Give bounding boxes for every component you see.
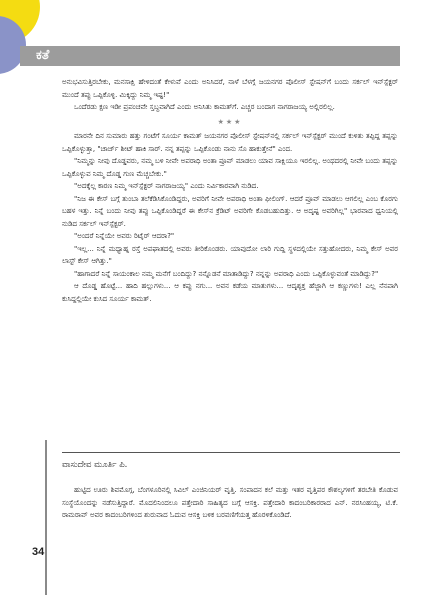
section-title: ಕತೆ <box>36 48 50 63</box>
author-divider <box>62 452 400 453</box>
story-body <box>62 76 398 305</box>
story-paragraph: "ಹಾಗಾದರೆ ನಿನ್ನೆ ಸಾಯಂಕಾಲ ನಮ್ಮ ಮನೆಗೆ ಬಂದಿದ್ದು? ನನ್ನೊಡನೆ ಮಾತಾಡಿದ್ದು? ನನ್ನನ್ನು ಅಪರಾಧಿ ಎಂದು ಒಪ್ಪಿಕೊಳ್ಳುವಂತೆ ಮಾಡಿದ್ದು?" <box>74 269 379 278</box>
story-paragraph: "ನಿಜ ಈ ಕೇಸ್ ಬಗ್ಗೆ ತುಂಬಾ ತಲೆಕೆಡಿಸಿಕೊಂಡಿದ್ದರು, ಅವರಿಗೆ ನೀವೇ ಅಪರಾಧಿ ಅಂತಾ ಫೀಲಿಂಗ್. ಆದರೆ ಪ್ರೂವ್ ಮಾಡಲು ಆಗಲಿಲ್ಲ ಎಂಬ ಕೊರಗು ಬಹಳ ಇತ್ತು. ನಿನ್ನೆ ಬಂದು ನೀವು ತಪ್ಪು ಒಪ್ಪಿಕೊಂಡಿದ್ದರೆ ಈ ಕೇಸ್‌ನ ಕ್ರೆಡಿಟ್ ಅವರಿಗೇ ಕೊಡಬಹುದಿತ್ತು. ಆ ಅದೃಷ್ಟ ಅವರಿಗಿಲ್ಲ" ಭಾರವಾದ ಧ್ವನಿಯಲ್ಲಿ ನುಡಿದ ಸರ್ಕಲ್ ಇನ್‌ಸ್ಪೆಕ್ಟರ್. <box>62 194 398 228</box>
story-paragraph: "ನಿಮ್ಮನ್ನು ನೀವು ದೊಡ್ಡವರು, ನಮ್ಮ ಬಳಿ ನೀವೇ ಅಪರಾಧಿ ಅಂತಾ ಪ್ರೂವ್ ಮಾಡಲು ಯಾವ ಸಾಕ್ಷಿಯೂ ಇರಲಿಲ್ಲ. ಅಂಥದರಲ್ಲಿ ನೀವೇ ಬಂದು ತಪ್ಪನ್ನು ಒಪ್ಪಿಕೊಳ್ಳುವ ನಿಮ್ಮ ದೊಡ್ಡ ಗುಣ ಮೆಚ್ಚಬೇಕು." <box>62 157 398 178</box>
story-paragraph: ಆ ದೊಡ್ಡ ಹೊಟ್ಟೆ... ಹಾದಿ ಹಲ್ಲುಗಳು... ಆ ಕಪ್ಪು ನಗು... ಅವನ ಕಡೆಯ ಮಾತುಗಳು... ಆದೃಶ್ಯಕ್ತ ಹೆಜ್ಜಾಗಿ ಆ ಕಣ್ಣುಗಳು! ಎಲ್ಲ ನೆನಪಾಗಿ ಕುಸಿದ್ದಲ್ಲಿಯೇ ಕುಸಿದ ಸೂರ್ಯ ಕಾಮತ್. <box>62 282 398 303</box>
margin-bar <box>45 440 47 595</box>
author-bio-text: ಹುಟ್ಟಿದ ಊರು ಶಿವಮೊಗ್ಗ, ಬೆಂಗಳೂರಿನಲ್ಲಿ ಸಿವಿಲ್ ಎಂಜಿನಿಯರ್ ವೃತ್ತಿ. ಸಂಪಾದನ ಕಲೆ ಮತ್ತು ಇತರ ವೃತ್ತಿಪರ ಕೌಶಲ್ಯಗಳಿಗೆ ತರಬೇತಿ ಕೊಡುವ ಸಂಸ್ಥೆಯೊಂದನ್ನು ನಡೆಸುತ್ತಿದ್ದಾರೆ. ಮೊದಲಿನಿಂದಲೂ ಪತ್ತೇದಾರಿ ಸಾಹಿತ್ಯದ ಬಗ್ಗೆ ಆಸಕ್ತಿ. ಪತ್ತೇದಾರಿ ಕಾದಂಬರಿಕಾರರಾದ ಎನ್. ನರಸಿಂಹಯ್ಯ, ಟಿ.ಕೆ. ರಾಮರಾವ್ ಅವರ ಕಾದಂಬರಿಗಳಿಂದ ಶುರುವಾದ ಓದುವ ಆಸಕ್ತಿ ಬಳಿಕ ಬರವಣಿಗೆಯತ್ತ ಹೊರಳಿಕೊಂಡಿದೆ. <box>62 486 398 519</box>
scene-separator: ★★★ <box>217 117 243 126</box>
story-paragraph: "ಅಂದರೆ ನಿನ್ನೆಯೇ ಅವರು ರಿಟೈರ್ ಆದರಾ?" <box>74 232 175 240</box>
author-bio <box>62 484 398 522</box>
story-paragraph: ಒಂದೆರಡು ಕ್ಷಣ ಇಡೀ ಪ್ರಪಂಚವೇ ಸ್ತಬ್ಧವಾಗಿದೆ ಎಂದು ಅನಿಸಿತು ಕಾಮತ್‌ಗೆ. ಎಚ್ಚರ ಬಂದಾಗ ನಾಗರಾಜಯ್ಯ ಅಲ್ಲಿರಲಿಲ್ಲ. <box>74 103 335 111</box>
story-paragraph: ಅನುಭವಿಸುತ್ತಿರಬೇಕು, ಮನಸಾಕ್ಷಿ ಹೇಳಿದಂತೆ ಕೇಳುವೆ ಎಂದು ಅನಿಸಿದರೆ, ನಾಳೆ ಬೆಳಗ್ಗೆ ಜಯನಗರ ಪೊಲೀಸ್ ಸ್ಟೇಷನ್‌ಗೆ ಬಂದು ಸರ್ಕಲ್ ಇನ್‌ಸ್ಪೆಕ್ಟರ್ ಮುಂದೆ ತಪ್ಪು ಒಪ್ಪಿಕೊಳ್ಳಿ. ಮಿಕ್ಕಿದ್ದು ನಿಮ್ಮ ಇಷ್ಟ!" <box>62 78 398 99</box>
section-header-bar <box>20 46 400 66</box>
story-paragraph: "ಇಲ್ಲ... ನಿನ್ನೆ ಮಧ್ಯಾಹ್ನ ರಸ್ತೆ ಅಪಘಾತದಲ್ಲಿ ಅವರು ತೀರಿಕೊಂಡರು. ಯಾವುದೋ ಲಾರಿ ಗುದ್ದಿ ಸ್ಥಳದಲ್ಲಿಯೇ ಸತ್ತುಹೋದರು, ನಿಮ್ಮ ಕೇಸ್ ಅವರ ಲಾಸ್ಟ್ ಕೇಸ್ ಆಗಿತ್ತು." <box>62 244 398 265</box>
page-number: 34 <box>32 546 45 558</box>
story-paragraph: "ಅದಕ್ಕೆಲ್ಲ ಕಾರಣ ನಿಮ್ಮ ಇನ್‌ಸ್ಪೆಕ್ಟರ್ ನಾಗರಾಜಯ್ಯ" ಎಂದು ನಿರ್ವಿಕಾರವಾಗಿ ನುಡಿದ. <box>74 182 259 190</box>
story-paragraph: ಮಾರನೇ ದಿನ ಸುಮಾರು ಹತ್ತು ಗಂಟೆಗೆ ಸೂರ್ಯ ಕಾಮತ್ ಜಯನಗರ ಪೊಲೀಸ್ ಸ್ಟೇಷನ್‌ನಲ್ಲಿ ಸರ್ಕಲ್ ಇನ್‌ಸ್ಪೆಕ್ಟರ್ ಮುಂದೆ ಕುಳಿತು ತಪ್ಪಿದ್ದ ತಪ್ಪನ್ನು ಒಪ್ಪಿಕೊಳ್ಳುತ್ತಾ, "ಚಾರ್ಜ್ ಶೀಟ್ ಹಾಕಿ ಸಾರ್. ನನ್ನ ತಪ್ಪನ್ನು ಒಪ್ಪಿಕೊಂಡು ನಾನು ಸೊ ಹಾಕುತ್ತೇನೆ" ಎಂದ. <box>62 132 398 153</box>
author-name: ವಾಸುದೇವ ಮೂರ್ತಿ ಪಿ. <box>62 460 128 470</box>
